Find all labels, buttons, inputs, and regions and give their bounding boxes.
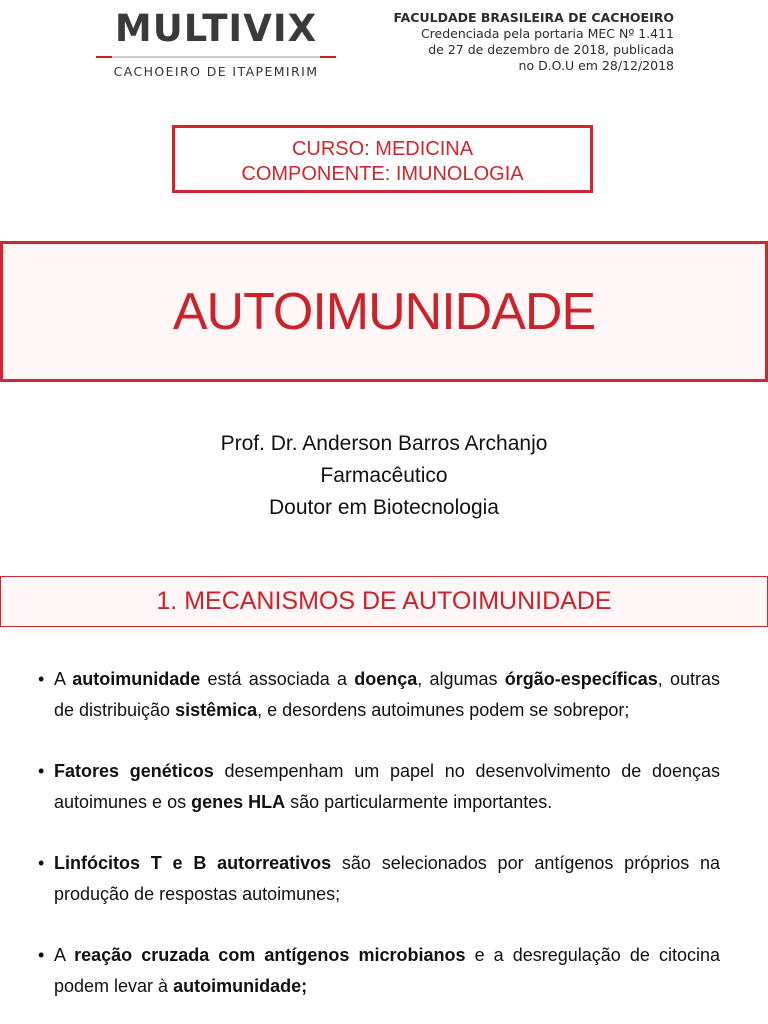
bullet-marker: • xyxy=(38,669,45,689)
bullet-marker: • xyxy=(38,761,45,781)
page-title: AUTOIMUNIDADE xyxy=(172,282,596,341)
institution-line-1: Credenciada pela portaria MEC Nº 1.411 xyxy=(420,26,674,41)
bold-term: reação cruzada com antígenos microbianos xyxy=(74,945,466,965)
institution-info xyxy=(354,10,674,74)
bold-term: Linfócitos T e B autorreativos xyxy=(54,853,332,873)
bullet-marker: • xyxy=(38,853,45,873)
text-segment: A xyxy=(54,945,75,965)
course-component: COMPONENTE: IMUNOLOGIA xyxy=(241,163,524,185)
section-banner xyxy=(0,576,768,627)
text-segment: são selecionados por antígenos próprios na produção de respostas autoimunes; xyxy=(54,853,721,904)
bullet-list xyxy=(38,664,720,1024)
text-segment: está associada a xyxy=(200,669,355,689)
bold-term: genes HLA xyxy=(191,792,286,812)
bullet-marker: • xyxy=(38,945,45,965)
text-segment: desempenham um papel no desenvolvimento de doenças autoimunes e os xyxy=(54,761,721,812)
text-segment: , algumas xyxy=(417,669,505,689)
bold-term: autoimunidade; xyxy=(173,976,308,996)
logo-divider xyxy=(96,56,336,58)
text-segment: A xyxy=(54,669,73,689)
author-role: Farmacêutico xyxy=(320,464,448,487)
list-item xyxy=(38,940,720,1002)
course-box xyxy=(172,125,593,193)
course-name: CURSO: MEDICINA xyxy=(291,138,474,160)
author-degree: Doutor em Biotecnologia xyxy=(269,496,499,519)
bold-term: sistêmica xyxy=(175,700,258,720)
author-name: Prof. Dr. Anderson Barros Archanjo xyxy=(220,432,548,455)
title-banner xyxy=(0,241,768,382)
bold-term: órgão-específicas xyxy=(504,669,658,689)
bold-term: autoimunidade xyxy=(72,669,201,689)
section-heading: 1. MECANISMOS DE AUTOIMUNIDADE xyxy=(156,587,612,615)
multivix-logo xyxy=(96,6,336,79)
text-segment: , e desordens autoimunes podem se sobrepor; xyxy=(257,700,630,720)
bold-term: doença xyxy=(354,669,418,689)
institution-name: FACULDADE BRASILEIRA DE CACHOEIRO xyxy=(393,10,674,25)
institution-line-3: no D.O.U em 28/12/2018 xyxy=(518,58,674,73)
list-item xyxy=(38,848,720,910)
text-segment: e a desregulação de citocina podem levar à xyxy=(54,945,721,996)
institution-line-2: de 27 de dezembro de 2018, publicada xyxy=(428,42,674,57)
logo-subtitle: CACHOEIRO DE ITAPEMIRIM xyxy=(113,64,319,79)
logo-wordmark: MULTIVIX xyxy=(114,7,318,50)
bold-term: Fatores genéticos xyxy=(54,761,214,781)
text-segment: são particularmente importantes. xyxy=(285,792,553,812)
list-item xyxy=(38,664,720,726)
text-segment: , outras de distribuição xyxy=(54,669,721,720)
list-item xyxy=(38,756,720,818)
author-block xyxy=(0,428,768,524)
